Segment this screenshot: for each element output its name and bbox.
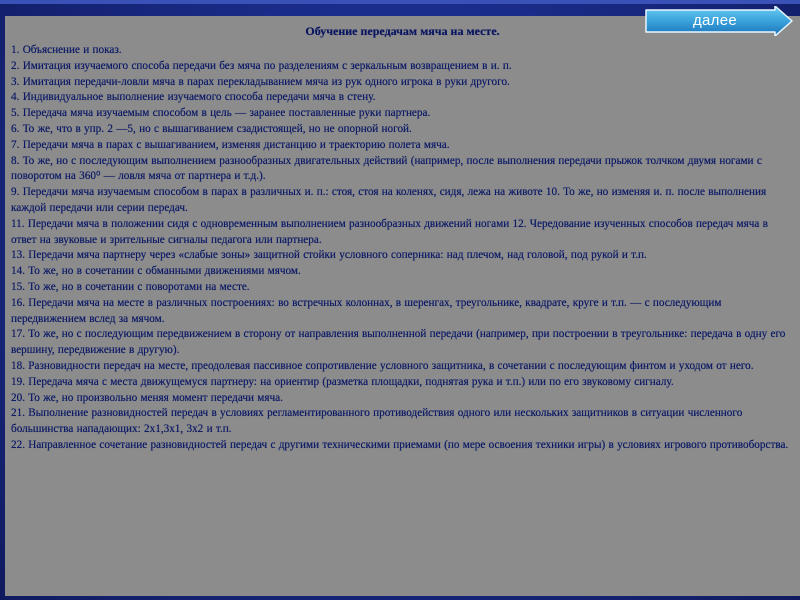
- list-item: 19. Передача мяча с места движущемуся партнеру: на ориентир (разметка площадки, поднятая рука и т.п.) или по его звуковому сигналу.: [11, 375, 674, 388]
- list-item: 13. Передачи мяча партнеру через «слабые зоны» защитной стойки условного соперника: над плечом, над головой, под рукой и т.п.: [11, 249, 647, 262]
- list-item: 3. Имитация передачи-ловли мяча в парах перекладыванием мяча из рук одного игрока в руки другого.: [11, 75, 510, 88]
- list-item: 21. Выполнение разновидностей передач в условиях регламентированного противодействия одного или нескольких защитников в ситуации численного большинства нападающих: 2х1,3х1, 3х2 и т.п.: [11, 407, 743, 436]
- slide-title: Обучение передачам мяча на месте.: [305, 24, 500, 38]
- list-item: 8. То же, но с последующим выполнением разнообразных двигательных действий (например, после выполнения передачи прыжок толчком двумя ногами с поворотом на 360⁰ — ловля мяча от партнера и т.д.).: [11, 154, 762, 183]
- list-item: 1. Объяснение и показ.: [11, 44, 122, 56]
- list-item: 17. То же, но с последующим передвижением в сторону от направления выполненной передачи (например, при построении в треугольнике: передача в одну его вершину, передвижение в другую).: [11, 328, 786, 357]
- next-button-label: далее: [692, 12, 738, 29]
- exercise-list: [11, 43, 794, 454]
- list-item: 4. Индивидуальное выполнение изучаемого способа передачи мяча в стену.: [11, 91, 376, 104]
- list-item: 7. Передачи мяча в парах с вышагиванием, изменяя дистанцию и траекторию полета мяча.: [11, 138, 450, 151]
- list-item: 16. Передачи мяча на месте в различных построениях: во встречных колоннах, в шеренгах, треугольнике, квадрате, круге и т.п. — с последующим передвижением вслед за мячом.: [11, 296, 722, 325]
- list-item: 11. Передачи мяча в положении сидя с одновременным выполнением разнообразных движений ногами 12. Чередование изученных способов передач мяча в ответ на звуковые и зрительные сигналы педагога или партнера.: [11, 217, 768, 246]
- list-item: 15. То же, но в сочетании с поворотами на месте.: [11, 280, 250, 293]
- list-item: 6. То же, что в упр. 2 —5, но с вышагиванием сзадистоящей, но не опорной ногой.: [11, 122, 412, 135]
- content-panel: [5, 16, 800, 596]
- list-item: 2. Имитация изучаемого способа передачи без мяча по разделениям с зеркальным возвращением в и. п.: [11, 59, 512, 72]
- list-item: 14. То же, но в сочетании с обманными движениями мячом.: [11, 265, 301, 278]
- list-item: 22. Направленное сочетание разновидностей передач с другими техническими приемами (по мере освоения техники игры) в условиях игрового противоборства.: [11, 438, 789, 451]
- top-strip: [0, 0, 800, 4]
- list-item: 18. Разновидности передач на месте, преодолевая пассивное сопротивление условного защитника, в сочетании с последующим финтом и уходом от него.: [11, 359, 754, 372]
- list-item: 20. То же, но произвольно меняя момент передачи мяча.: [11, 391, 283, 404]
- next-button[interactable]: [645, 6, 793, 36]
- list-item: 5. Передача мяча изучаемым способом в цель — заранее поставленные руки партнера.: [11, 107, 431, 120]
- list-item: 9. Передачи мяча изучаемым способом в парах в различных и. п.: стоя, стоя на коленях, сидя, лежа на животе 10. То же, но изменяя и. п. после выполнения каждой передачи или серии передач.: [11, 186, 767, 214]
